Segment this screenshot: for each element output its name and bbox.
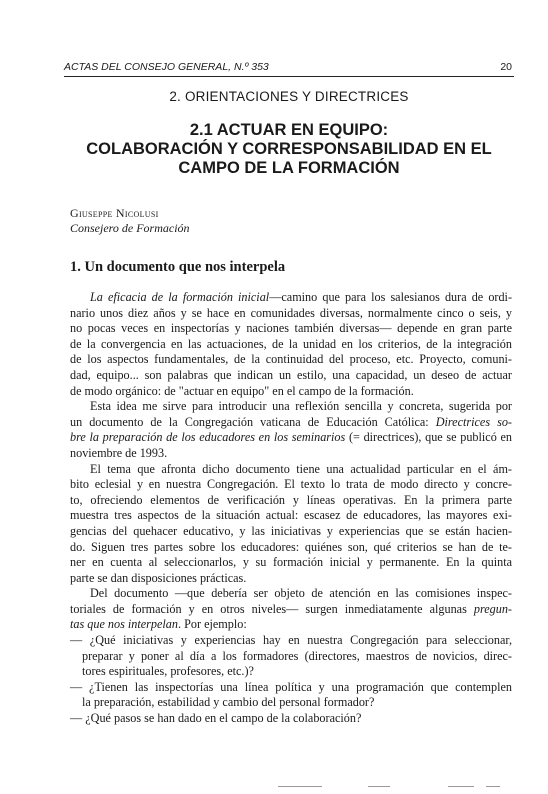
italic-phrase: bre la preparación de los educadores en los seminarios	[70, 430, 346, 445]
text-line: nario unos diez años y se hace en comunidades diversas, normalmente cinco o seis, y	[70, 305, 512, 320]
text-line: de la convergencia en las actuaciones, de la unidad en los criterios, de la integración	[70, 336, 512, 351]
footer-rule	[486, 786, 500, 787]
text-line	[70, 430, 512, 446]
footer-rule	[278, 786, 322, 787]
author-name: Giuseppe Nicolusi	[70, 206, 159, 220]
article-title-line: 2.1 ACTUAR EN EQUIPO:	[189, 121, 389, 139]
author-role: Consejero de Formación	[70, 221, 190, 235]
text-line: gencias del quehacer educativo, y las iniciativas y experiencias que se están hacien-	[70, 523, 512, 538]
text-line: muestra tres aspectos de la situación actual: escasez de educadores, las mayores exi-	[70, 508, 512, 523]
article-title-line: COLABORACIÓN Y CORRESPONSABILIDAD EN EL	[86, 140, 492, 158]
text-line: El tema que afronta dicho documento tiene una actualidad particular en el ám-	[90, 461, 512, 476]
text-line	[70, 290, 512, 306]
footer-rule	[368, 786, 390, 787]
text-line: bito eclesial y en nuestra Congregación. El texto lo trata de modo directo y concre-	[70, 477, 512, 492]
text-run: (= directrices), que se publicó en	[345, 430, 512, 445]
italic-phrase: tas que nos interpelan	[70, 617, 178, 632]
text-line	[70, 415, 512, 431]
page-number: 20	[500, 61, 512, 73]
text-line: Esta idea me sirve para introducir una reflexión sencilla y concreta, sugerida por	[90, 399, 512, 414]
running-title: ACTAS DEL CONSEJO GENERAL, N.º 353	[64, 61, 269, 73]
text-line: do. Siguen tres partes sobre los educadores: quiénes son, qué criterios se han de te-	[70, 539, 512, 554]
text-line: de modo orgánico: de "actuar en equipo" en el campo de la formación.	[70, 383, 414, 398]
body-text	[70, 290, 512, 727]
text-run: toriales de formación y en otros niveles— surgen inmediatamente algunas	[70, 601, 474, 616]
text-line: ner en cuenta al seleccionarlos, y su formación inicial y permanente. En la quinta	[70, 555, 512, 570]
text-line: de los aspectos fundamentales, de la continuidad del proceso, etc. Proyecto, comuni-	[70, 352, 512, 367]
article-title-line: CAMPO DE LA FORMACIÓN	[178, 159, 400, 177]
list-item: — ¿Qué iniciativas y experiencias hay en nuestra Congregación para seleccionar,	[70, 633, 512, 648]
text-run: —camino que para los salesianos dura de ordi-	[269, 290, 513, 304]
text-line: noviembre de 1993.	[70, 445, 168, 460]
italic-phrase: pregun-	[473, 601, 512, 616]
text-line: Del documento —que debería ser objeto de atención en las comisiones inspec-	[90, 586, 512, 601]
text-line	[70, 617, 512, 633]
list-item: — ¿Qué pasos se han dado en el campo de la colaboración?	[70, 711, 362, 726]
subsection-heading: 1. Un documento que nos interpela	[70, 259, 286, 275]
italic-phrase: La eficacia de la formación inicial	[90, 290, 270, 304]
list-item: — ¿Tienen las inspectorías una línea política y una programación que contemplen	[70, 679, 512, 694]
text-line: parte se dan disposiciones prácticas.	[70, 570, 247, 585]
text-line: dad, equipo... son palabras que indican un estilo, una capacidad, un deseo de actuar	[70, 367, 512, 382]
running-header	[64, 60, 514, 77]
footer-rules	[0, 786, 548, 788]
text-run: . Por ejemplo:	[178, 617, 247, 632]
text-line: to, ofreciendo elementos de verificación y líneas operativas. En la primera parte	[70, 492, 512, 507]
text-run: un documento de la Congregación vaticana de Educación Católica:	[70, 414, 436, 429]
footer-rule	[448, 786, 474, 787]
list-item-continuation: la preparación, estabilidad y cambio del personal formador?	[82, 695, 375, 710]
section-heading: 2. ORIENTACIONES Y DIRECTRICES	[169, 89, 409, 104]
italic-phrase: Directrices so-	[435, 414, 512, 429]
list-item-continuation: preparar y poner al día a los formadores (directores, maestros de novicios, direc-	[82, 648, 512, 663]
text-line	[70, 602, 512, 618]
list-item-continuation: tores espirituales, profesores, etc.)?	[82, 664, 254, 679]
author-block	[70, 206, 190, 236]
article-title	[54, 121, 524, 178]
text-line: no pocas veces en inspectorías y naciones también diversas— depende en gran parte	[70, 321, 512, 336]
